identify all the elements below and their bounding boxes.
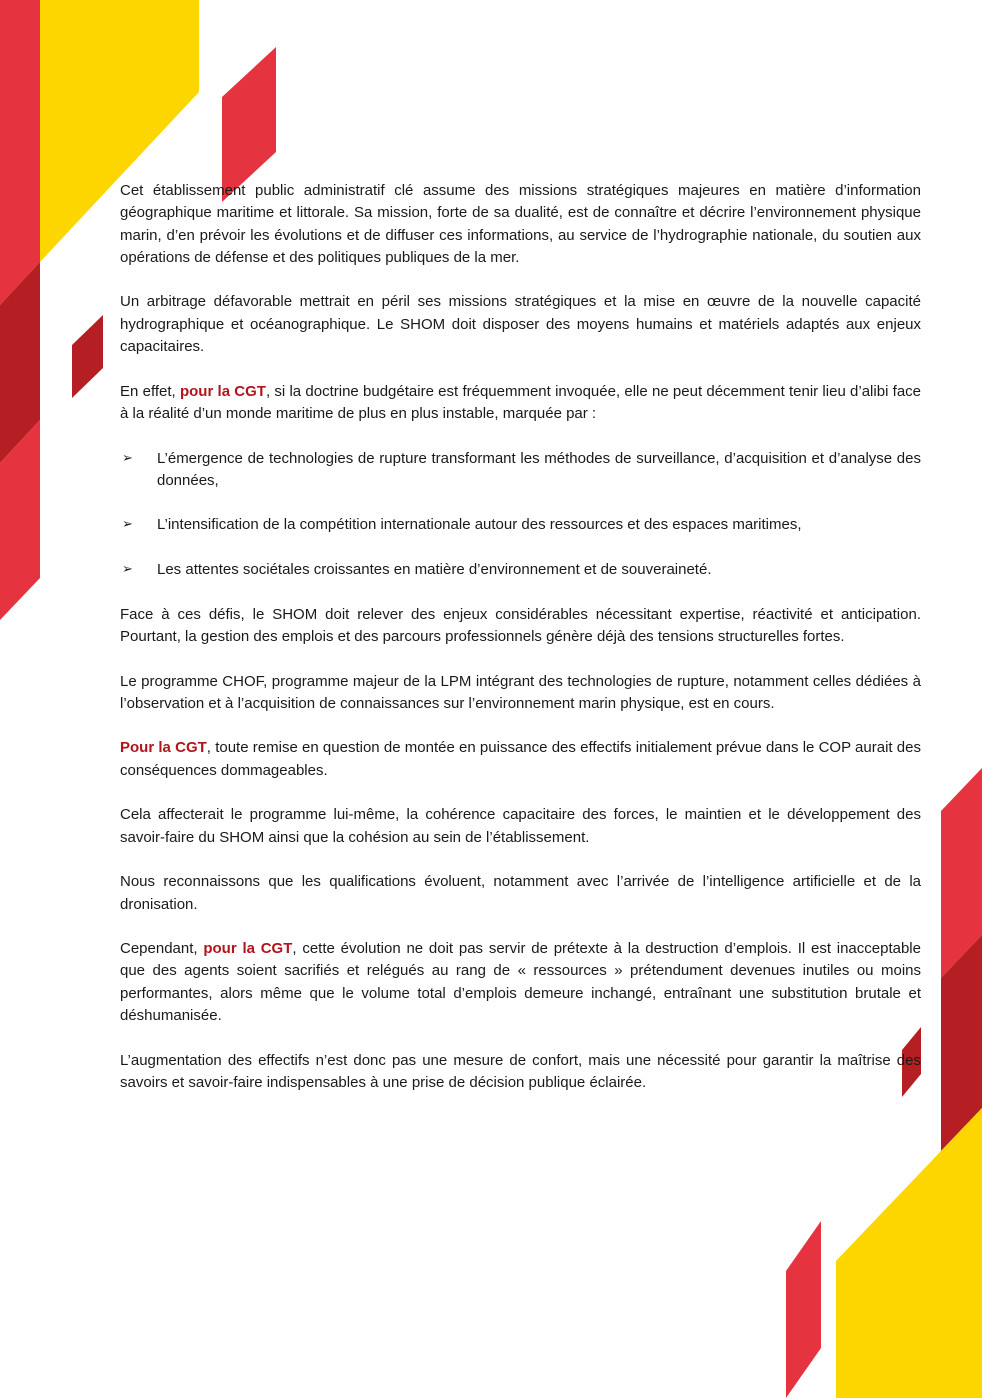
paragraph-arbitrage: [120, 291, 921, 358]
paragraph-text: , cette évolution ne doit pas servir de prétexte à la destruction d’emplois. Il est inacceptable que des agents soient sacrifiés et relégués au rang de « ressources » prétendument devenues inutiles ou moins performantes, alors même que le volume total d’emplois demeure inchangé, entraînant une substitution brutale et déshumanisée.: [120, 940, 921, 1024]
paragraph-text: Le programme CHOF, programme majeur de la LPM intégrant des technologies de rupture, notamment celles dédiées à l’observation et à l’acquisition de connaissances sur l’environnement marin physique, est en cours.: [120, 672, 921, 712]
list-item: [120, 514, 921, 536]
paragraph-text: En effet,: [120, 382, 180, 400]
bullet-list: [120, 448, 921, 582]
paragraph-consequences: [120, 804, 921, 849]
paragraph-text: Cela affecterait le programme lui-même, la cohérence capacitaire des forces, le maintien et le développement des savoir-faire du SHOM ainsi que la cohésion au sein de l’établissement.: [120, 806, 921, 846]
document-body: [120, 180, 921, 1116]
deco-darkred-slash-left: [72, 315, 103, 398]
paragraph-cop: [120, 737, 921, 782]
paragraph-qualifications: [120, 871, 921, 916]
paragraph-text: Nous reconnaissons que les qualifications évoluent, notamment avec l’arrivée de l’intelligence artificielle et de la dronisation.: [120, 873, 921, 913]
cgt-highlight: pour la CGT: [203, 940, 293, 958]
paragraph-chof-program: [120, 671, 921, 716]
paragraph-text: L’augmentation des effectifs n’est donc pas une mesure de confort, mais une nécessité pour garantir la maîtrise des savoirs et savoir-faire indispensables à une prise de décision publique éclairée.: [120, 1051, 921, 1091]
paragraph-doctrine: [120, 381, 921, 426]
deco-red-slash-bottom: [786, 1221, 821, 1398]
cgt-highlight: pour la CGT: [179, 382, 266, 400]
arrow-bullet-icon: ➢: [122, 450, 133, 466]
arrow-bullet-icon: ➢: [122, 562, 133, 578]
paragraph-text: Cet établissement public administratif clé assume des missions stratégiques majeures en matière d’information géographique maritime et littorale. Sa mission, forte de sa dualité, est de connaître et décrire l’environnement physique marin, d’en prévoir les évolutions et de diffuser ces informations, au service de l’hydrographie nationale, du soutien aux opérations de défense et des politiques publiques de la mer.: [120, 182, 921, 266]
paragraph-text: Face à ces défis, le SHOM doit relever des enjeux considérables nécessitant expertise, réactivité et anticipation. Pourtant, la gestion des emplois et des parcours professionnels génère déjà des tensions structurelles fortes.: [120, 605, 921, 645]
list-item: [120, 559, 921, 581]
list-item-text: Les attentes sociétales croissantes en matière d’environnement et de souveraineté.: [157, 561, 712, 579]
paragraph-employment: [120, 938, 921, 1027]
paragraph-text: Cependant,: [120, 940, 204, 958]
paragraph-text: , toute remise en question de montée en puissance des effectifs initialement prévue dans le COP aurait des conséquences dommageables.: [120, 739, 921, 779]
deco-red-slash-top: [222, 47, 276, 202]
deco-yellow-band-bottom-right: [836, 1108, 982, 1398]
paragraph-text: , si la doctrine budgétaire est fréquemment invoquée, elle ne peut décemment tenir lieu d’alibi face à la réalité d’un monde maritime de plus en plus instable, marquée par :: [120, 382, 922, 422]
deco-red-band-top-left: [0, 0, 40, 305]
list-item-text: L’intensification de la compétition internationale autour des ressources et des espaces maritimes,: [157, 516, 802, 534]
paragraph-intro: [120, 180, 921, 269]
list-item-text: L’émergence de technologies de rupture transformant les méthodes de surveillance, d’acquisition et d’analyse des données,: [157, 449, 921, 489]
paragraph-conclusion: [120, 1050, 921, 1095]
paragraph-text: Un arbitrage défavorable mettrait en péril ses missions stratégiques et la mise en œuvre de la nouvelle capacité hydrographique et océanographique. Le SHOM doit disposer des moyens humains et matériels adaptés aux enjeux capacitaires.: [120, 293, 921, 356]
arrow-bullet-icon: ➢: [122, 517, 133, 533]
cgt-highlight: Pour la CGT: [120, 739, 207, 757]
paragraph-challenges: [120, 604, 921, 649]
list-item: [120, 448, 921, 493]
